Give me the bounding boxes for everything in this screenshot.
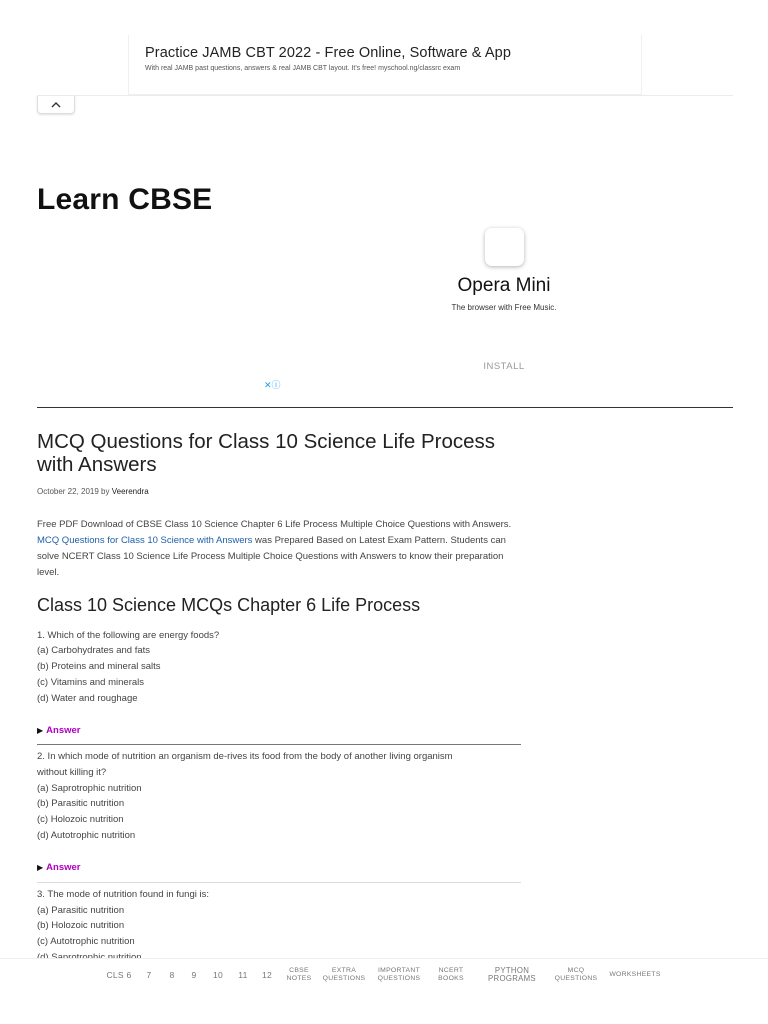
intro-paragraph: [37, 517, 527, 581]
question-option: (b) Parasitic nutrition: [37, 798, 125, 809]
opera-install-button[interactable]: INSTALL: [483, 361, 525, 372]
top-ad-title[interactable]: Practice JAMB CBT 2022 - Free Online, Software & App: [145, 45, 511, 61]
nav-item-ncert-books[interactable]: NCERT BOOKS: [438, 967, 464, 982]
question-text: 2. In which mode of nutrition an organism de-rives its food from the body of another living organism: [37, 751, 453, 762]
nav-item-mcq-questions[interactable]: MCQ QUESTIONS: [554, 967, 598, 982]
bottom-nav-bar: [0, 958, 768, 990]
post-by: by: [98, 487, 112, 496]
post-date[interactable]: October 22, 2019: [37, 487, 99, 496]
answer-toggle[interactable]: [37, 725, 80, 736]
nav-item-cls6[interactable]: CLS 6: [106, 970, 132, 980]
top-ad-description: With real JAMB past questions, answers & real JAMB CBT layout. It's free! myschool.ng/classrc exam: [145, 65, 461, 72]
question-option: (a) Parasitic nutrition: [37, 905, 125, 916]
opera-ad-name[interactable]: Opera Mini: [457, 275, 551, 296]
post-title: MCQ Questions for Class 10 Science Life Process with Answers: [37, 430, 496, 476]
disclosure-triangle-icon: ▶: [37, 863, 44, 872]
question-divider: [37, 744, 521, 745]
nav-item-8[interactable]: 8: [169, 970, 175, 980]
ad-divider: [37, 95, 733, 96]
section-heading: Class 10 Science MCQs Chapter 6 Life Process: [37, 595, 421, 615]
disclosure-triangle-icon: ▶: [37, 726, 44, 735]
question-option: (c) Holozoic nutrition: [37, 814, 124, 825]
intro-link[interactable]: MCQ Questions for Class 10 Science with Answers: [37, 535, 253, 546]
question-option: (a) Saprotrophic nutrition: [37, 783, 142, 794]
opera-logo-icon[interactable]: [485, 228, 524, 266]
answer-label: Answer: [46, 725, 81, 736]
nav-item-11[interactable]: 11: [238, 970, 248, 980]
ad-collapse-button[interactable]: [37, 96, 75, 114]
header-divider: [37, 407, 733, 408]
opera-ad-tagline: The browser with Free Music.: [451, 303, 557, 312]
answer-label: Answer: [46, 862, 81, 873]
question-option: (d) Autotrophic nutrition: [37, 830, 136, 841]
question-option: (c) Autotrophic nutrition: [37, 936, 135, 947]
nav-item-important-questions[interactable]: IMPORTANT QUESTIONS: [377, 967, 421, 982]
question-option: (d) Water and roughage: [37, 693, 138, 704]
site-title[interactable]: Learn CBSE: [37, 183, 213, 216]
nav-item-9[interactable]: 9: [191, 970, 197, 980]
question-option: (b) Proteins and mineral salts: [37, 661, 161, 672]
question-text: 1. Which of the following are energy foods?: [37, 630, 220, 641]
nav-item-extra-questions[interactable]: EXTRA QUESTIONS: [322, 967, 366, 982]
adchoices-icon[interactable]: ✕ⓘ: [264, 380, 281, 390]
question-text: without killing it?: [37, 767, 107, 778]
question-divider: [37, 882, 521, 883]
question-option: (c) Vitamins and minerals: [37, 677, 145, 688]
nav-item-python-programs[interactable]: PYTHON PROGRAMS: [488, 966, 536, 983]
post-meta: [37, 487, 149, 496]
intro-text-before: Free PDF Download of CBSE Class 10 Science Chapter 6 Life Process Multiple Choice Questions with Answers.: [37, 519, 512, 530]
question-option: (b) Holozoic nutrition: [37, 920, 125, 931]
nav-item-worksheets[interactable]: WORKSHEETS: [609, 971, 661, 978]
chevron-up-icon: [51, 101, 61, 108]
intro-text-after: was Prepared Based on Latest Exam Pattern. Students can solve NCERT Class 10 Science Life Process Multiple Choice Questions with Answers to know their preparation level.: [37, 535, 506, 578]
question-text: 3. The mode of nutrition found in fungi is:: [37, 889, 209, 900]
question-option: (a) Carbohydrates and fats: [37, 645, 151, 656]
top-ad-banner[interactable]: [128, 35, 642, 95]
nav-item-12[interactable]: 12: [261, 970, 273, 980]
nav-item-7[interactable]: 7: [146, 970, 152, 980]
answer-toggle[interactable]: [37, 862, 80, 873]
post-author-link[interactable]: Veerendra: [111, 487, 149, 496]
nav-item-cbse-notes[interactable]: CBSE NOTES: [286, 967, 312, 982]
nav-item-10[interactable]: 10: [212, 970, 224, 980]
